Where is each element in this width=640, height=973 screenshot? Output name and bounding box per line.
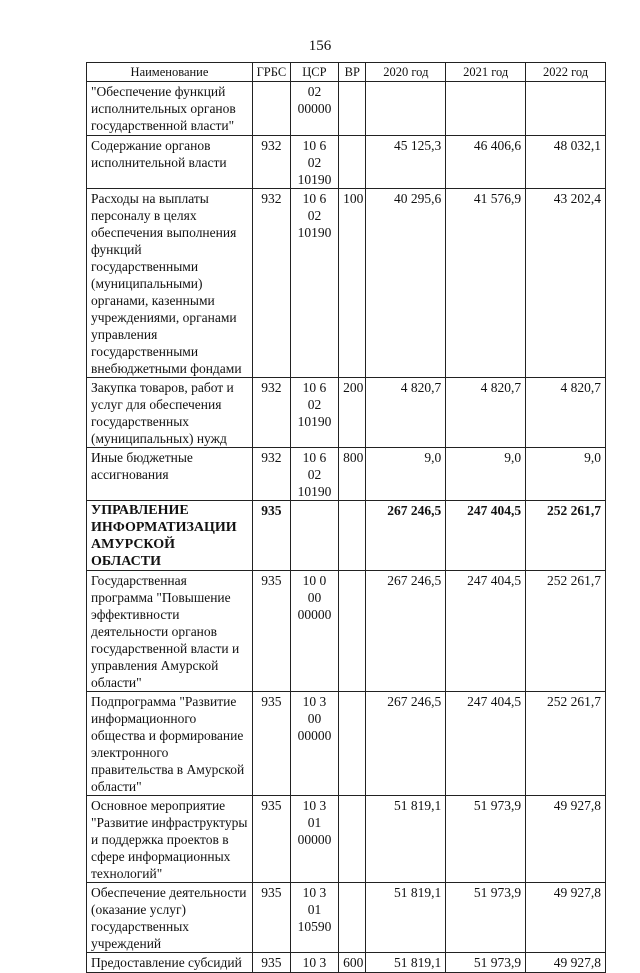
row-2022-cell: 49 927,8 xyxy=(526,883,606,953)
row-2022-cell: 9,0 xyxy=(526,448,606,501)
row-grbs-cell: 935 xyxy=(252,953,290,973)
column-header-vr: ВР xyxy=(339,63,366,82)
table-row xyxy=(87,82,606,136)
row-2022-cell: 49 927,8 xyxy=(526,953,606,973)
row-csr-cell: 10 6 02 10190 xyxy=(290,136,338,189)
row-2020-cell xyxy=(366,82,446,136)
row-2020-cell: 267 246,5 xyxy=(366,501,446,571)
row-grbs-cell: 935 xyxy=(252,796,290,883)
table-row xyxy=(87,501,606,571)
row-grbs-cell xyxy=(252,82,290,136)
table-row xyxy=(87,692,606,796)
table-body xyxy=(87,82,606,973)
row-vr-cell xyxy=(339,136,366,189)
row-vr-cell: 800 xyxy=(339,448,366,501)
row-2021-cell: 51 973,9 xyxy=(446,883,526,953)
row-csr-cell: 10 6 02 10190 xyxy=(290,189,338,378)
table-row xyxy=(87,136,606,189)
row-name-cell: Закупка товаров, работ и услуг для обеспечения государственных (муниципальных) нужд xyxy=(87,378,253,448)
row-vr-cell xyxy=(339,571,366,692)
row-name-cell: Предоставление субсидий xyxy=(87,953,253,973)
row-csr-cell: 10 3 01 10590 xyxy=(290,883,338,953)
row-vr-cell xyxy=(339,501,366,571)
row-2020-cell: 4 820,7 xyxy=(366,378,446,448)
page-number: 156 xyxy=(308,38,332,54)
row-2022-cell xyxy=(526,82,606,136)
table-row xyxy=(87,448,606,501)
row-grbs-cell: 935 xyxy=(252,571,290,692)
row-csr-cell: 10 6 02 10190 xyxy=(290,378,338,448)
row-name-cell: Государственная программа "Повышение эффективности деятельности органов государственной власти и управления Амурской области" xyxy=(87,571,253,692)
table-row xyxy=(87,953,606,973)
row-2020-cell: 267 246,5 xyxy=(366,571,446,692)
row-2021-cell: 51 973,9 xyxy=(446,796,526,883)
row-vr-cell: 200 xyxy=(339,378,366,448)
table-row xyxy=(87,189,606,378)
row-2022-cell: 252 261,7 xyxy=(526,571,606,692)
row-grbs-cell: 932 xyxy=(252,448,290,501)
row-vr-cell: 600 xyxy=(339,953,366,973)
row-grbs-cell: 935 xyxy=(252,501,290,571)
column-header-2021: 2021 год xyxy=(446,63,526,82)
row-2022-cell: 48 032,1 xyxy=(526,136,606,189)
row-grbs-cell: 935 xyxy=(252,692,290,796)
row-2021-cell: 247 404,5 xyxy=(446,692,526,796)
row-grbs-cell: 935 xyxy=(252,883,290,953)
row-vr-cell xyxy=(339,692,366,796)
row-csr-cell: 10 3 01 00000 xyxy=(290,796,338,883)
row-name-cell: Иные бюджетные ассигнования xyxy=(87,448,253,501)
row-vr-cell: 100 xyxy=(339,189,366,378)
row-name-cell: Расходы на выплаты персоналу в целях обеспечения выполнения функций государственными (муниципальными) органами, казенными учреждениями, органами управления государственными внебюджетными фондами xyxy=(87,189,253,378)
row-2021-cell: 51 973,9 xyxy=(446,953,526,973)
row-2021-cell: 247 404,5 xyxy=(446,571,526,692)
row-csr-cell: 10 3 00 00000 xyxy=(290,692,338,796)
row-name-cell: УПРАВЛЕНИЕ ИНФОРМАТИЗАЦИИ АМУРСКОЙ ОБЛАСТИ xyxy=(87,501,253,571)
column-header-2020: 2020 год xyxy=(366,63,446,82)
row-2020-cell: 9,0 xyxy=(366,448,446,501)
row-name-cell: Обеспечение деятельности (оказание услуг) государственных учреждений xyxy=(87,883,253,953)
row-2022-cell: 252 261,7 xyxy=(526,501,606,571)
table-row xyxy=(87,571,606,692)
column-header-name: Наименование xyxy=(87,63,253,82)
row-grbs-cell: 932 xyxy=(252,378,290,448)
row-name-cell: Подпрограмма "Развитие информационного общества и формирование электронного правительства в Амурской области" xyxy=(87,692,253,796)
column-header-grbs: ГРБС xyxy=(252,63,290,82)
row-csr-cell: 02 00000 xyxy=(290,82,338,136)
row-name-cell: Основное мероприятие "Развитие инфраструктуры и поддержка проектов в сфере информационных технологий" xyxy=(87,796,253,883)
row-2021-cell: 4 820,7 xyxy=(446,378,526,448)
row-name-cell: "Обеспечение функций исполнительных органов государственной власти" xyxy=(87,82,253,136)
row-vr-cell xyxy=(339,82,366,136)
row-grbs-cell: 932 xyxy=(252,189,290,378)
row-csr-cell: 10 3 xyxy=(290,953,338,973)
table-header-row xyxy=(87,63,606,82)
row-2022-cell: 43 202,4 xyxy=(526,189,606,378)
table-row xyxy=(87,883,606,953)
row-csr-cell xyxy=(290,501,338,571)
row-2021-cell: 9,0 xyxy=(446,448,526,501)
row-2021-cell: 46 406,6 xyxy=(446,136,526,189)
row-2020-cell: 45 125,3 xyxy=(366,136,446,189)
row-grbs-cell: 932 xyxy=(252,136,290,189)
row-2020-cell: 40 295,6 xyxy=(366,189,446,378)
row-2020-cell: 267 246,5 xyxy=(366,692,446,796)
row-2022-cell: 4 820,7 xyxy=(526,378,606,448)
row-2021-cell: 247 404,5 xyxy=(446,501,526,571)
column-header-csr: ЦСР xyxy=(290,63,338,82)
row-name-cell: Содержание органов исполнительной власти xyxy=(87,136,253,189)
row-2021-cell xyxy=(446,82,526,136)
row-vr-cell xyxy=(339,883,366,953)
row-2022-cell: 49 927,8 xyxy=(526,796,606,883)
row-2021-cell: 41 576,9 xyxy=(446,189,526,378)
row-2022-cell: 252 261,7 xyxy=(526,692,606,796)
table-row xyxy=(87,796,606,883)
row-2020-cell: 51 819,1 xyxy=(366,953,446,973)
column-header-2022: 2022 год xyxy=(526,63,606,82)
budget-table xyxy=(86,62,606,973)
table-row xyxy=(87,378,606,448)
row-vr-cell xyxy=(339,796,366,883)
row-csr-cell: 10 0 00 00000 xyxy=(290,571,338,692)
row-2020-cell: 51 819,1 xyxy=(366,883,446,953)
row-csr-cell: 10 6 02 10190 xyxy=(290,448,338,501)
row-2020-cell: 51 819,1 xyxy=(366,796,446,883)
